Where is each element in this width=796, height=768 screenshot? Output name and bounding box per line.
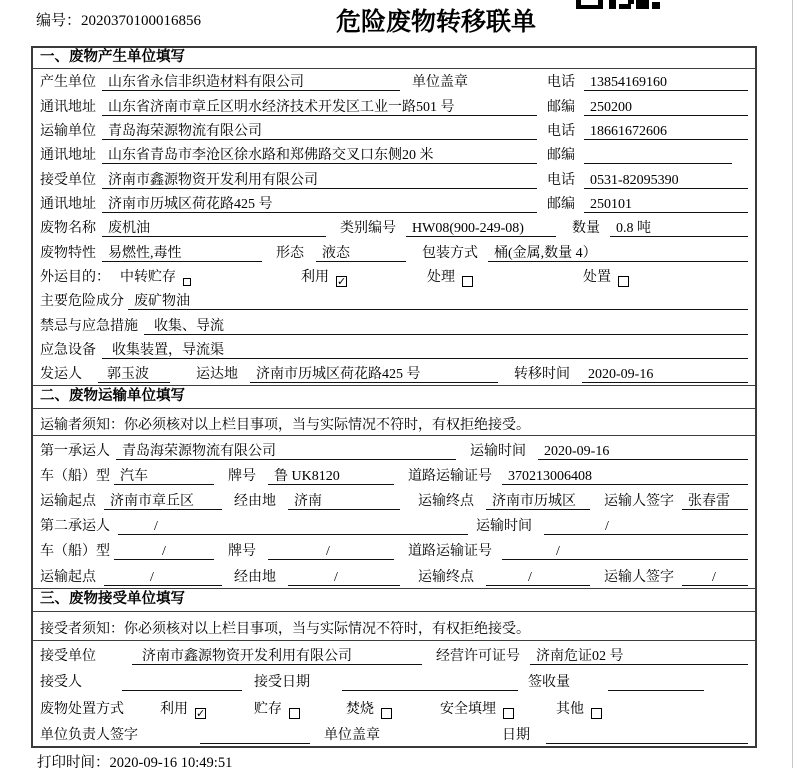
plate-field: 鲁 UK8120 [268,468,394,485]
disposal-method-label: 废物处置方式 [40,701,124,717]
destination-field: 济南市历城区荷花路425 号 [250,366,498,383]
phone-label: 电话 [547,75,575,91]
serial-number [36,9,201,30]
qr-block [636,0,649,9]
vehicle-type-label: 车（船）型 [40,468,110,484]
received-quantity-field [608,674,704,691]
vehicle-type2-field: / [114,543,214,560]
producer-address-field: 山东省济南市章丘区明水经济技术开发区工业一路501 号 [102,99,537,116]
route1-row [33,487,755,512]
checkbox-transfer-storage [183,278,191,286]
zip-label: 邮编 [547,148,575,164]
option-transfer-storage-label: 中转贮存 [120,270,176,286]
waste-name-label: 废物名称 [40,221,96,237]
acceptor-label: 接受人 [40,675,82,691]
producer-row [33,69,755,93]
date-label: 日期 [502,728,530,744]
checkbox-landfill [503,708,514,719]
receiver-label: 接受单位 [40,172,96,188]
transfer-purpose-row [33,264,755,288]
accept-date-field [342,674,518,691]
hazard-component-label: 主要危险成分 [40,294,124,310]
checkbox-utilize-receiver [195,708,206,719]
transport-time-label: 运输时间 [476,519,532,535]
qr-code-icon [576,0,660,9]
checkbox-utilize [336,276,347,287]
transporter-row [33,118,755,142]
emergency-measures-field: 收集、导流 [144,318,748,335]
route-origin2-field: / [104,569,222,586]
via-label: 经由地 [234,494,276,510]
quantity-label: 数量 [572,221,600,237]
checkbox-other [591,708,602,719]
option-dispose-label: 处置 [583,270,611,286]
qr-block [652,2,660,9]
page-edge [792,0,793,768]
stamp-label: 单位盖章 [412,75,468,91]
producer-zip-field: 250200 [584,99,748,116]
via2-field: / [288,569,400,586]
emergency-equipment-row [33,337,755,361]
transporter-zip-field [584,147,732,164]
qr-block [609,0,616,9]
option-other-label: 其他 [556,701,584,717]
shipper-label: 发运人 [40,367,82,383]
document-header [0,0,796,46]
route-origin-field: 济南市章丘区 [104,493,222,510]
section3-header: 三、废物接受单位填写 [33,588,755,612]
driver-signature-label: 运输人签字 [604,494,674,510]
emergency-measures-row [33,312,755,336]
shipper-field: 郭玉波 [98,366,170,383]
emergency-equipment-label: 应急设备 [40,343,96,359]
phone-label: 电话 [547,172,575,188]
transporter-address-row [33,142,755,166]
waste-name-row [33,215,755,239]
address-label: 通讯地址 [40,99,96,115]
vehicle-type-field: 汽车 [114,468,214,485]
receiver-row [33,166,755,190]
emergency-measures-label: 禁忌与应急措施 [40,318,138,334]
address-label: 通讯地址 [40,197,96,213]
shipper-row [33,361,755,385]
emergency-equipment-field: 收集装置，导流渠 [102,342,748,359]
via-label: 经由地 [234,569,276,585]
accept-date-label: 接受日期 [254,675,310,691]
route-end-label: 运输终点 [418,494,474,510]
producer-field: 山东省永信非织造材料有限公司 [102,74,400,91]
accept-unit-label: 接受单位 [40,648,96,664]
transporter-label: 运输单位 [40,124,96,140]
transport-time-field: 2020-09-16 [538,443,748,460]
producer-phone-field: 13854169160 [584,74,748,91]
waste-property-row [33,239,755,263]
carrier2-label: 第二承运人 [40,519,110,535]
serial-value: 2020370100016856 [81,13,202,29]
receiver-address-field: 济南市历城区荷花路425 号 [102,196,537,213]
print-time-value: 2020-09-16 10:49:51 [109,755,233,768]
option-store-label: 贮存 [254,701,282,717]
form-state-label: 形态 [276,245,304,261]
option-landfill-label: 安全填埋 [440,701,496,717]
hazard-component-row [33,288,755,312]
hazard-component-field: 废矿物油 [128,293,748,310]
vehicle2-row [33,537,755,562]
road-permit-field: 370213006408 [502,468,748,485]
waste-name-field: 废机油 [102,220,326,237]
print-time [37,751,232,768]
receiver-zip-field: 250101 [584,196,748,213]
driver-signature-field: 张春雷 [682,493,748,510]
route-origin-label: 运输起点 [40,569,96,585]
route-end2-field: / [486,569,590,586]
receiver-phone-field: 0531-82095390 [584,172,748,189]
transporter-phone-field: 18661672606 [584,123,748,140]
packaging-label: 包装方式 [422,245,478,261]
transport-time2-field: / [544,518,748,535]
vehicle1-row [33,462,755,487]
vehicle-type-label: 车（船）型 [40,544,110,560]
producer-label: 产生单位 [40,75,96,91]
unit-stamp-label: 单位盖章 [324,728,380,744]
purpose-label: 外运目的： [40,270,110,286]
packaging-field: 桶(金属,数量 4） [488,245,748,262]
qr-block [628,0,634,4]
checkbox-treat [462,276,473,287]
via-field: 济南 [288,493,400,510]
serial-label: 编号： [36,13,82,29]
transporter-notice: 运输者须知：你必须核对以上栏目事项，当与实际情况不符时，有权拒绝接受。 [33,409,755,436]
carrier2-row [33,512,755,537]
acceptor-field [122,674,242,691]
category-code-field: HW08(900-249-08) [406,220,556,237]
receiver-field: 济南市鑫源物资开发利用有限公司 [102,172,537,189]
acceptor-row [33,667,755,693]
carrier1-field: 青岛海荣源物流有限公司 [116,443,456,460]
waste-property-field: 易燃性,毒性 [102,245,262,262]
route-end-label: 运输终点 [418,569,474,585]
accept-unit-row [33,641,755,667]
license-field: 济南危证02 号 [530,648,748,665]
transfer-time-field: 2020-09-16 [582,366,748,383]
checkbox-dispose [618,276,629,287]
license-label: 经营许可证号 [436,648,520,664]
accept-unit-field: 济南市鑫源物资开发利用有限公司 [132,648,422,665]
driver-signature-label: 运输人签字 [604,569,674,585]
route2-row [33,562,755,587]
transfer-time-label: 转移时间 [514,367,570,383]
qr-block [598,0,603,9]
transport-time-label: 运输时间 [470,443,526,459]
plate-label: 牌号 [228,468,256,484]
responsible-signature-field [200,727,310,744]
checkbox-incinerate [381,708,392,719]
address-label: 通讯地址 [40,148,96,164]
road-permit2-field: / [502,543,748,560]
plate-label: 牌号 [228,544,256,560]
waste-property-label: 废物特性 [40,245,96,261]
option-incinerate-label: 焚烧 [346,701,374,717]
responsible-signature-row [33,720,755,746]
driver-signature2-field: / [682,569,748,586]
transporter-address-field: 山东省青岛市李沧区徐水路和郑佛路交叉口东侧20 米 [102,147,537,164]
route-origin-label: 运输起点 [40,494,96,510]
option-utilize-label: 利用 [301,270,329,286]
road-permit-label: 道路运输证号 [408,544,492,560]
carrier1-row [33,436,755,461]
transfer-form-table [31,46,757,748]
option-treat-label: 处理 [427,270,455,286]
carrier1-label: 第一承运人 [40,443,110,459]
received-quantity-label: 签收量 [528,675,570,691]
section1-header: 一、废物产生单位填写 [33,48,755,69]
section2-header: 二、废物运输单位填写 [33,385,755,409]
qr-block [619,4,631,9]
checkbox-store [289,708,300,719]
destination-label: 运达地 [196,367,238,383]
form-state-field: 液态 [316,245,406,262]
plate2-field: / [268,543,394,560]
disposal-method-row [33,693,755,719]
quantity-field: 0.8 吨 [610,220,748,237]
zip-label: 邮编 [547,197,575,213]
zip-label: 邮编 [547,99,575,115]
page-title: 危险废物转移联单 [336,9,537,36]
category-code-label: 类别编号 [340,221,396,237]
road-permit-label: 道路运输证号 [408,468,492,484]
option-utilize-label: 利用 [160,701,188,717]
route-end-field: 济南市历城区 [486,493,590,510]
print-time-label: 打印时间： [37,755,110,768]
responsible-signature-label: 单位负责人签字 [40,728,138,744]
receiver-notice: 接受者须知：你必须核对以上栏目事项，当与实际情况不符时，有权拒绝接受。 [33,612,755,641]
date-field [546,727,748,744]
transporter-field: 青岛海荣源物流有限公司 [102,123,537,140]
carrier2-field: / [118,518,468,535]
phone-label: 电话 [547,124,575,140]
producer-address-row [33,93,755,117]
receiver-address-row [33,191,755,215]
